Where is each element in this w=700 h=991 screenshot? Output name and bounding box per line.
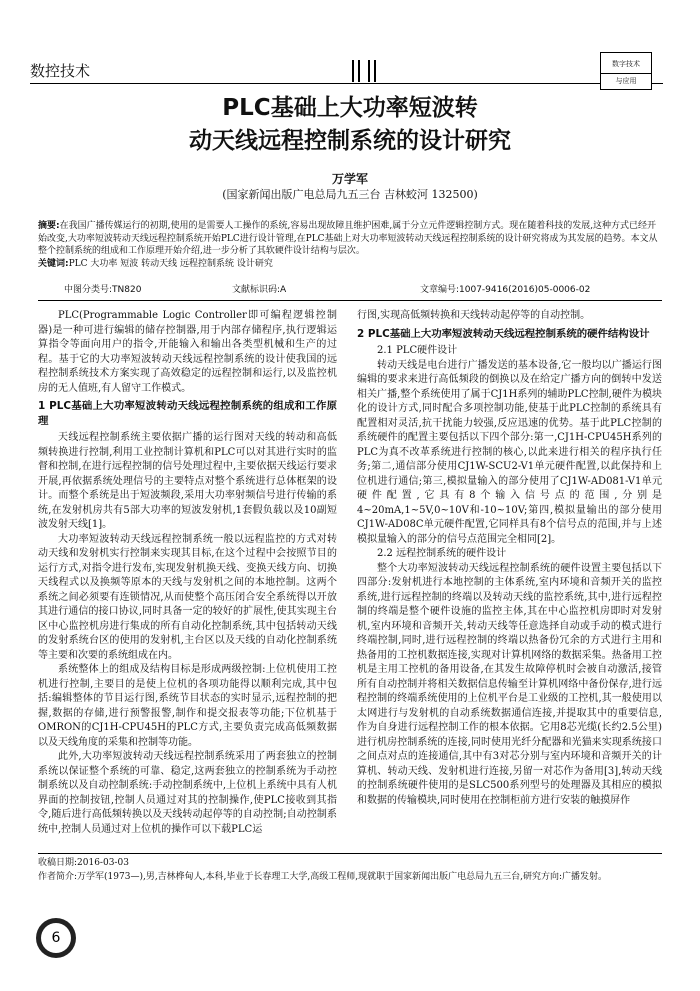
abstract-block [38,220,662,270]
section-heading-1: 1 PLC基础上大功率短波转动天线远程控制系统的组成和工作原理 [38,400,337,427]
page-number-badge [36,918,76,958]
abstract [38,220,662,258]
author-name: 万学军 [331,172,368,186]
author-bio: 作者简介:万学军(1973—),男,吉林桦甸人,本科,毕业于长春理工大学,高级工程师,现就职于国家新闻出版广电总局九五三台,研究方向:广播发射。 [38,872,608,882]
paragraph: 天线远程控制系统主要依据广播的运行图对天线的转动和高低频转换进行控制,利用工业控制计算机和PLC可以对其进行实时的监督和控制,在进行远程控制的信号处理过程中,主要依据天线运行要求开展,再依据系统处理信号的主要特点对整个系统进行总体框架的设计。而整个系统是出于短波频段,采用大功率射频信号进行传输的系统,在发射机房共有5部大功率的短波发射机,1套假负载以及10副短波发射天线[1]。 [38,432,337,530]
paragraph: 大功率短波转动天线远程控制系统一般以远程监控的方式对转动天线和发射机实行控制来实现其目标,在这个过程中会按照节目的运行方式,对指令进行发布,实现发射机换天线、变换天线方向、切换天线程式以及换频等原本的天线与发射机之间的本地控制。这两个系统之间必须要有连锁情况,从而使整个高压闭合安全系统得以开放其进行通信的接口协议,同时具备一定的较好的扩展性,使其实现主台区中心监控机房进行集成的所有自动化控制系统,其中包括转动天线的发射系统台区的使用的发射机,主台区以及天线的自动化控制系统等主要和次要的系统组成在内。 [38,533,337,661]
article-title [0,92,700,158]
section-name: 数控技术 [30,62,91,80]
article-number: 文章编号:1007-9416(2016)05-0006-02 [420,285,591,295]
subsection-heading-2-2: 2.2 远程控制系统的硬件设计 [377,548,507,559]
right-column [357,309,662,808]
paragraph: PLC(Programmable Logic Controller即可编程逻辑控制器)是一种可进行编辑的储存控制器,用于内部存储程序,执行逻辑运算指令等面向用户的指令,开能输入和输出各类型机械和生产的过程。基于它的大功率短波转动天线远程控制系统的设计使我国的远程控制系统技术方案实现了高效稳定的远程控制和运行,以及监控机房的无人值班,有人留守工作模式。 [38,310,337,394]
keywords [38,258,662,271]
header-rule [30,83,663,84]
abstract-text: 在我国广播传媒运行的初期,使用的是需要人工操作的系统,容易出现故障且维护困难,属于分立元件逻辑控制方式。现在随着科技的发展,这种方式已经开始改变,大功率短波转动天线远程控制系统开始PLC进行设计管理,在PLC基础上对大功率短波转动天线远程控制系统的设计研究将成为其发展的趋势。本文从整个控制系统的组成和工作原理开始介绍,进一步分析了其软硬件设计结构与层次。 [38,221,658,256]
abstract-label: 摘要: [38,221,60,231]
journal-logo [600,52,652,90]
keywords-label: 关键词: [38,258,69,269]
clc-number: 中图分类号:TN820 [64,285,142,295]
title-line-2: 动天线远程控制系统的设计研究 [189,128,511,154]
abstract-divider [38,300,662,301]
received-date: 收稿日期:2016-03-03 [38,858,129,868]
left-column [38,309,337,837]
title-line-1: PLC基础上大功率短波转 [222,95,478,121]
paragraph: 行图,实现高低频转换和天线转动起停等的自动控制。 [357,310,591,321]
author-affiliation: (国家新闻出版广电总局九五三台 吉林蛟河 132500) [222,188,478,201]
paragraph: 此外,大功率短波转动天线远程控制系统采用了两套独立的控制系统以保证整个系统的可靠、稳定,这两套独立的控制系统为手动控制系统以及自动控制系统:手动控制系统中,上位机上系统中具有人机界面的控制按钮,控制人员通过对其的控制操作,使PLC接收到其指令,随后进行高低频转换以及天线转动起停等的自动控制;自动控制系统中,控制人员通过对上位机的操作可以下载PLC运 [38,751,337,835]
paragraph: 转动天线是电台进行广播发送的基本设备,它一般均以广播运行图编辑的要求来进行高低频段的倒换以及在给定广播方向的倒转中发送相关广播,整个系统使用了属于CJ1H系列的辅助PLC控制,硬件为模块化的设计方式,同时配合多项控制功能,使基于此PLC控制的系统具有配置相对灵活,抗干扰能力较强,反应迅速的优势。基于此PLC控制的系统硬件的配置主要包括以下四个部分:第一,CJ1H-CPU45H系列的PLC为真不改革系统进行控制的核心,以此来进行相关的程序执行任务;第二,通信部分使用CJ1W-SCU2-V1单元硬件配置,以此保持和上位机进行通信;第三,模拟量输入的部分使用了CJ1W-AD081-V1单元硬件配置,它具有8个输入信号点的范围,分别是4~20mA,1~5V,0~10V和-10~10V;第四,模拟量输出的部分使用CJ1W-AD08C单元硬件配置,它同样具有8个信号点的范围,并与上述模拟量输入的部分的信号点范围完全相同[2]。 [357,359,662,545]
running-header [30,60,663,84]
paragraph: 系统整体上的组成及结构目标是形成两级控制:上位机使用工控机进行控制,主要目的是使上位机的各项功能得以顺利完成,其中包括:编辑整体的节目运行图,系统节目状态的实时显示,远程控制的把握,数据的存储,进行预警报警,制作和提交报表等功能;下位机基于OMRON的CJ1H-CPU45H的PLC方式,主要负责完成高低频数据以及天线角度的采集和控制等功能。 [38,664,337,748]
document-code: 文献标识码:A [232,285,287,295]
page-number: 6 [51,930,61,946]
keywords-text: PLC 大功率 短波 转动天线 远程控制系统 设计研究 [68,258,273,269]
logo-text-top: 数字技术 [612,60,640,68]
subsection-heading-2-1: 2.1 PLC硬件设计 [377,345,458,356]
footnote-rule [38,853,662,854]
section-heading-2: 2 PLC基础上大功率短波转动天线远程控制系统的硬件结构设计 [357,327,650,340]
paragraph: 整个大功率短波转动天线远程控制系统的硬件设置主要包括以下四部分:发射机进行本地控制的主体系统,室内环境和音频开关的监控系统,进行远程控制的终端以及转动天线的监控系统,其中,进行远程控制的终端是整个硬件设施的监控主体,其在中心监控机房即时对发射机,室内环境和音频开关,转动天线等任意选择自动或手动的模式进行终端控制,同时,进行远程控制的终端以热备份冗余的方式进行主用和热备用的工控机数据连接,实现对计算机网络的数据采集。热备用工控机是主用工控机的备用设备,在其发生故障停机时会被自动激活,接管所有自动控制并将相关数据信息传输至计算机网络中备份保存,进行远程控制的终端系统使用的上位机平台是工业级的工控机,其一般使用以太网进行与发射机的自动系统数据通信连接,并提取其中的重要信息,作为自身进行远程控制工作的根本依据。它用8芯光缆(长约2.5公里)进行机房控制系统的连接,同时使用光纤分配器和光猫来实现系统接口之间点对点的连接通信,其中有3对芯分别与室内环境和音频开关的计算机、转动天线、发射机进行连接,另留一对芯作为备用[3],转动天线的控制系统硬件使用的是SLC500系列型号的处理器及其相应的模拟和数据的传输模块,同时使用在控制柜前方进行安装的触摸屏作 [357,562,662,806]
logo-text-bottom: 与应用 [601,73,651,86]
